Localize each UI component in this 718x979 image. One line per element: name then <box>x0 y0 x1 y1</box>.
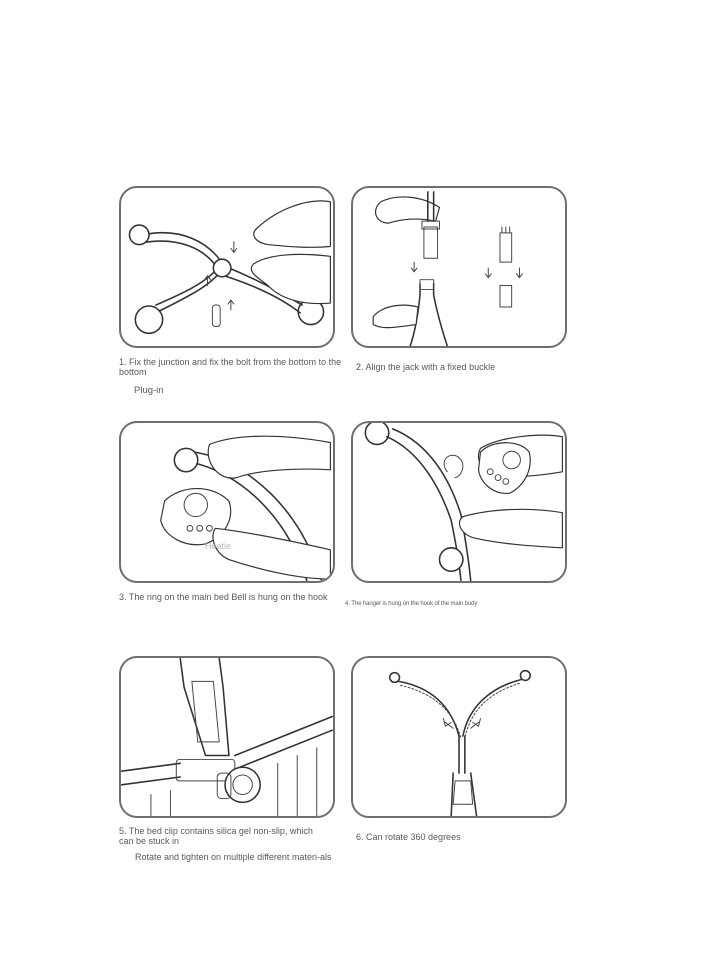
step-5-subcaption: Rotate and tighten on multiple different materi-als <box>135 852 332 862</box>
step-6-caption: 6. Can rotate 360 degrees <box>356 832 461 842</box>
step-2-caption: 2. Align the jack with a fixed buckle <box>356 362 496 372</box>
step-1-caption: 1. Fix the junction and fix the bolt from the bottom to the bottom <box>119 357 342 377</box>
step-5-caption: 5. The bed clip contains silica gel non-slip, which can be stuck in <box>119 826 313 846</box>
step-3-caption: 3. The ring on the main bed Bell is hung on the hook <box>119 592 328 602</box>
step-6-illustration <box>351 656 567 818</box>
step-1-illustration <box>119 186 335 348</box>
step-3-illustration <box>119 421 335 583</box>
step-4-caption: 4. The hanger is hung on the hook of the main body <box>345 601 478 607</box>
step-2-illustration <box>351 186 567 348</box>
step-5-illustration <box>119 656 335 818</box>
step-4-illustration <box>351 421 567 583</box>
step-1-subcaption: Plug-in <box>134 385 164 396</box>
watermark-text: Heatie <box>205 541 232 551</box>
